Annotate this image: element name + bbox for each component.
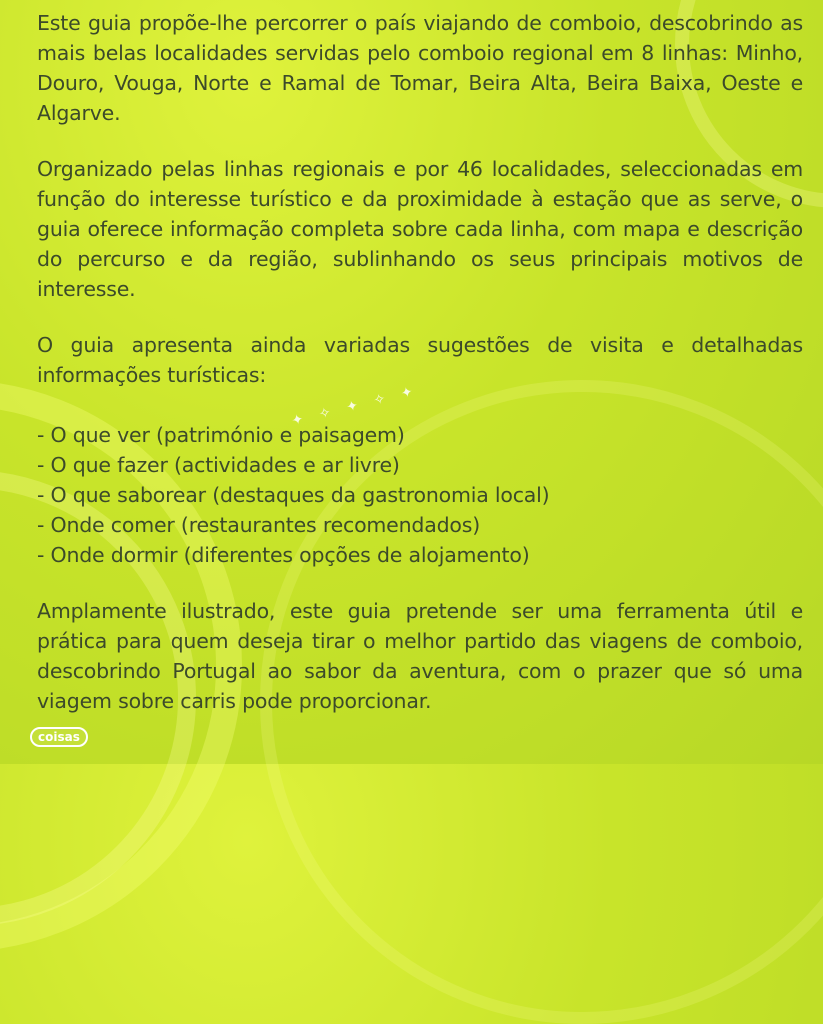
suggestions-paragraph: O guia apresenta ainda variadas sugestões de visita e detalhadas informações turísticas: bbox=[37, 333, 803, 387]
list-item: - Onde dormir (diferentes opções de alojamento) bbox=[37, 543, 530, 567]
list-item: - O que saborear (destaques da gastronomia local) bbox=[37, 483, 550, 507]
spacer bbox=[37, 390, 803, 420]
organization-paragraph: Organizado pelas linhas regionais e por 46 localidades, seleccionadas em função do interesse turístico e da proximidade à estação que as serve, o guia oferece informação completa sobre cada linha, com mapa e descrição do percurso e da região, sublinhando os seus principais motivos de interesse. bbox=[37, 157, 803, 301]
list-item: - O que ver (património e paisagem) bbox=[37, 423, 405, 447]
intro-paragraph: Este guia propõe-lhe percorrer o país viajando de comboio, descobrindo as mais belas localidades servidas pelo comboio regional em 8 linhas: Minho, Douro, Vouga, Norte e Ramal de Tomar, Beira Alta, Beira Baixa, Oeste e Algarve. bbox=[37, 11, 803, 125]
text-column bbox=[37, 8, 803, 742]
list-item: - Onde comer (restaurantes recomendados) bbox=[37, 513, 481, 537]
birds-decoration: ✦ ✧ ✦ ✧ ✦ bbox=[290, 382, 421, 430]
suggestions-list bbox=[37, 420, 803, 570]
closing-paragraph: Amplamente ilustrado, este guia pretende ser uma ferramenta útil e prática para quem deseja tirar o melhor partido das viagens de comboio, descobrindo Portugal ao sabor da aventura, com o prazer que só uma viagem sobre carris pode proporcionar. bbox=[37, 599, 803, 713]
list-item: - O que fazer (actividades e ar livre) bbox=[37, 453, 400, 477]
publisher-logo: coisas bbox=[30, 727, 88, 747]
